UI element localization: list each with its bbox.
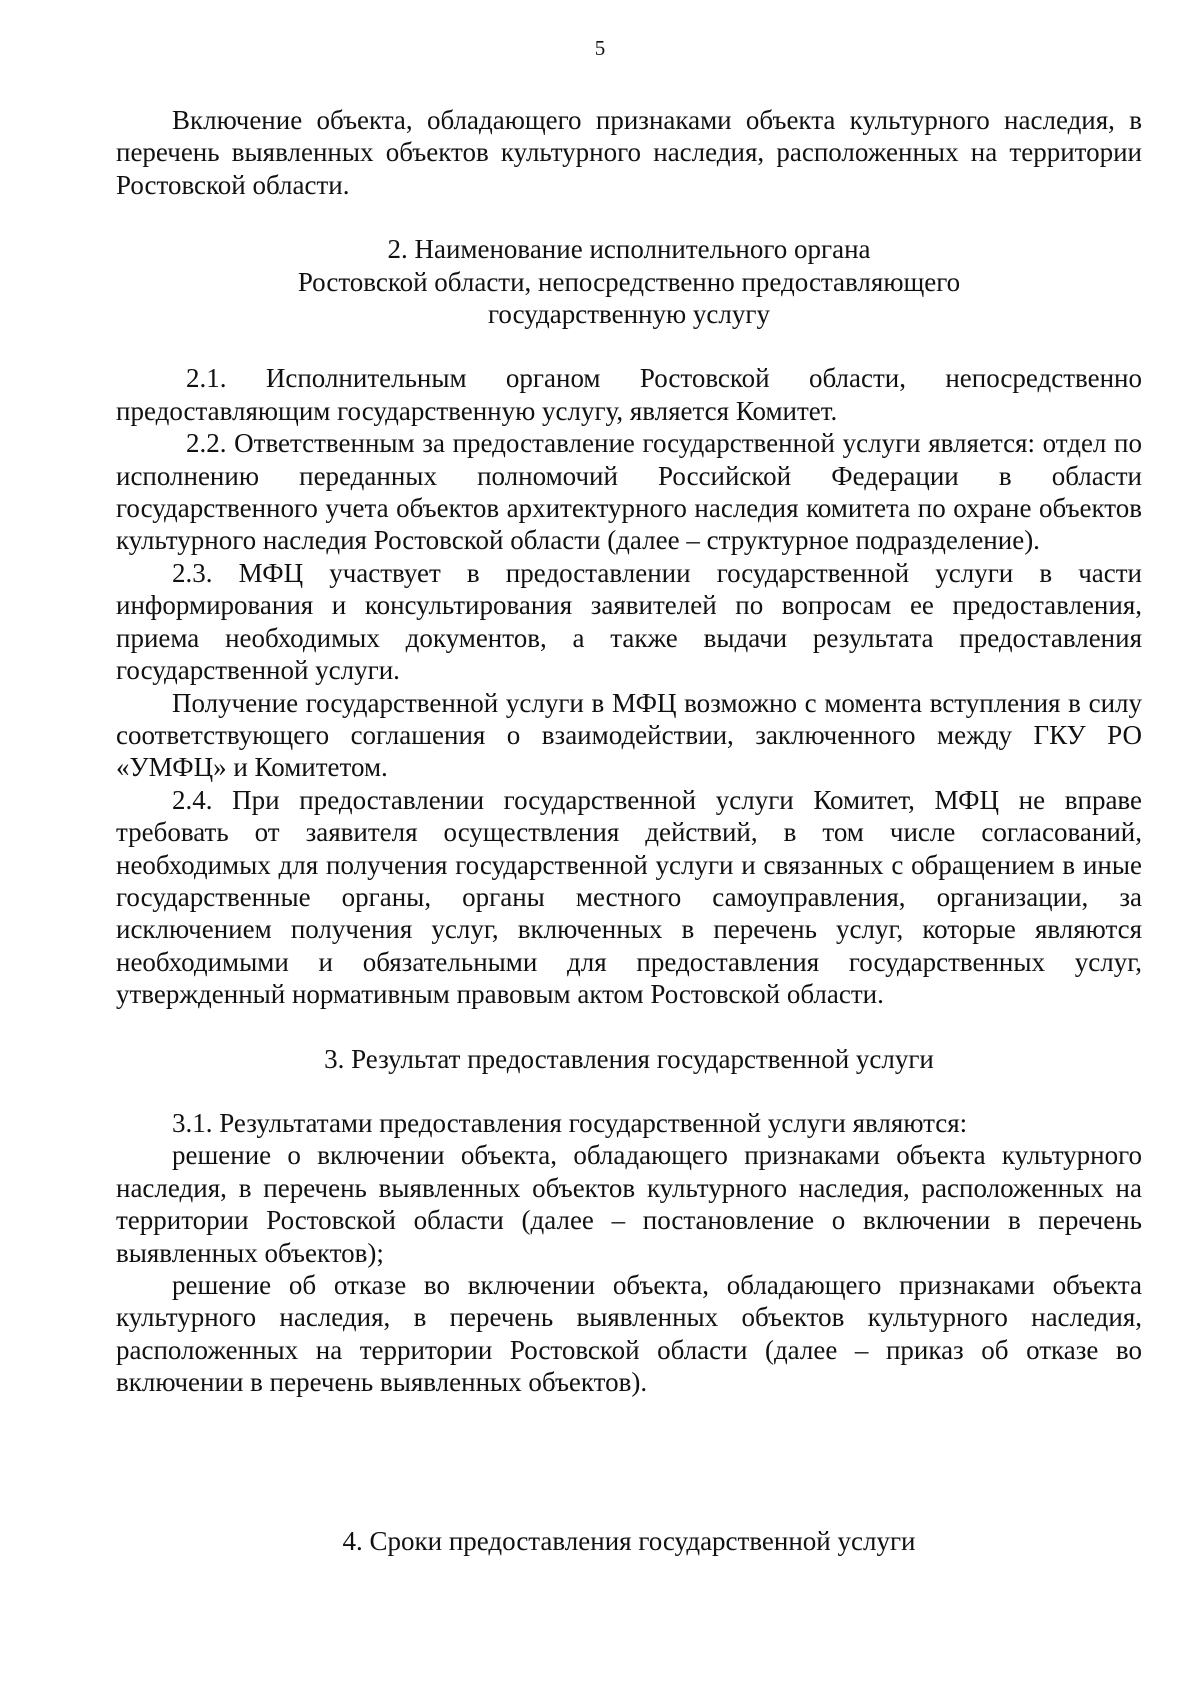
intro-paragraph: Включение объекта, обладающего признаками объекта культурного наследия, в перечень выявленных объектов культурного наследия, расположенных на территории Ростовской области. — [116, 105, 1142, 200]
section-2-heading — [116, 233, 1142, 330]
section-2-heading-line-1: 2. Наименование исполнительного органа — [387, 234, 871, 265]
paragraph-2-2: 2.2. Ответственным за предоставление государственной услуги является: отдел по исполнению переданных полномочий Российской Федерации в области государственного учета объектов архитектурного наследия комитета по охране объектов культурного наследия Ростовской области (далее – структурное подразделение). — [116, 428, 1142, 556]
spacer — [116, 1011, 1142, 1043]
paragraph-refusal-decision: решение об отказе во включении объекта, обладающего признаками объекта культурного наследия, в перечень выявленных объектов культурного наследия, расположенных на территории Ростовской области (далее – приказ об отказе во включении в перечень выявленных объектов). — [116, 1270, 1142, 1398]
paragraph-3-1: 3.1. Результатами предоставления государственной услуги являются: — [172, 1107, 968, 1138]
section-4-heading: 4. Сроки предоставления государственной услуги — [342, 1525, 916, 1556]
spacer — [116, 1075, 1142, 1107]
paragraph-mfc-service: Получение государственной услуги в МФЦ возможно с момента вступления в силу соответствующего соглашения о взаимодействии, заключенного между ГКУ РО «УМФЦ» и Комитетом. — [116, 687, 1142, 783]
spacer — [116, 330, 1142, 362]
section-2-heading-line-3: государственную услугу — [488, 299, 770, 330]
paragraph-inclusion-decision: решение о включении объекта, обладающего признаками объекта культурного наследия, в перечень выявленных объектов культурного наследия, расположенных на территории Ростовской области (далее – постановление о включении в перечень выявленных объектов); — [116, 1140, 1142, 1268]
section-3-heading: 3. Результат предоставления государственной услуги — [324, 1043, 934, 1074]
paragraph-2-1: 2.1. Исполнительным органом Ростовской области, непосредственно предоставляющим государственную услугу, является Комитет. — [116, 363, 1142, 426]
paragraph-2-3: 2.3. МФЦ участвует в предоставлении государственной услуги в части информирования и консультирования заявителей по вопросам ее предоставления, приема необходимых документов, а также выдачи результата предоставления государственной услуги. — [116, 557, 1142, 686]
paragraph-2-4: 2.4. При предоставлении государственной услуги Комитет, МФЦ не вправе требовать от заявителя осуществления действий, в том числе согласований, необходимых для получения государственной услуги и связанных с обращением в иные государственные органы, органы местного самоуправления, организации, за исключением получения услуг, включенных в перечень услуг, которые являются необходимыми и обязательными для предоставления государственных услуг, утвержденный нормативным правовым актом Ростовской области. — [116, 784, 1142, 1010]
spacer — [116, 1399, 1142, 1525]
section-2-heading-line-2: Ростовской области, непосредственно предоставляющего — [297, 266, 961, 297]
spacer — [116, 201, 1142, 233]
document-body — [116, 104, 1142, 1557]
page-number: 5 — [594, 36, 606, 60]
